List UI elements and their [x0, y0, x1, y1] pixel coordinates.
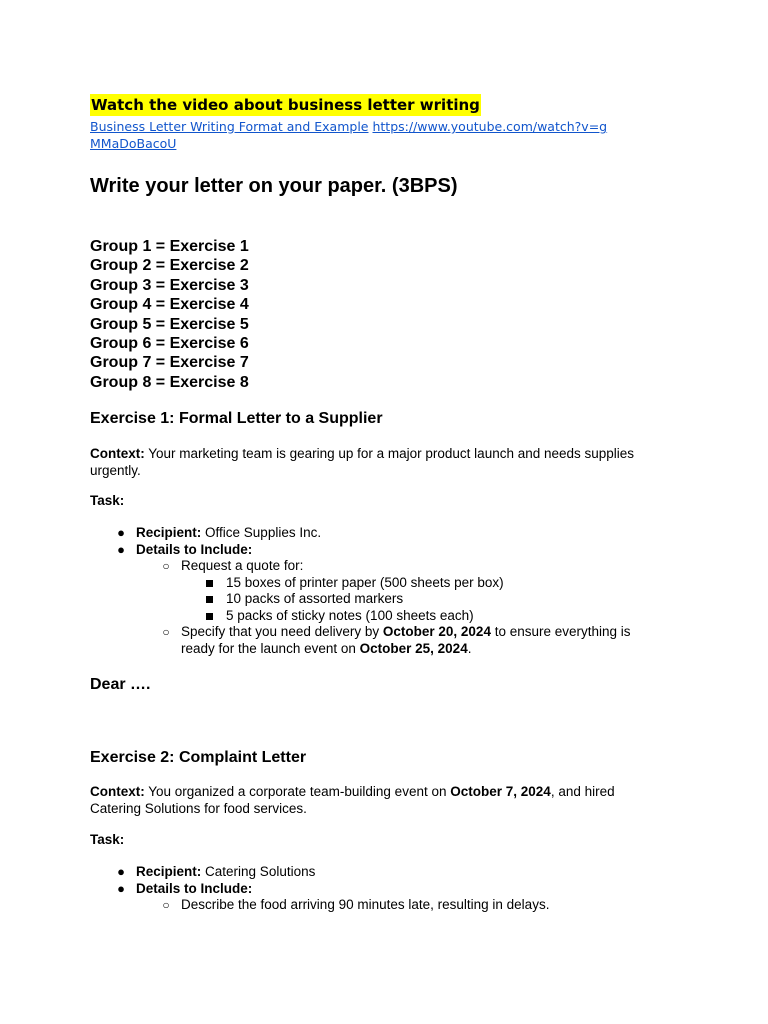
exercise-1-recipient [117, 525, 322, 542]
exercise-1-task-label: Task: [90, 493, 125, 508]
group-item: Group 8 = Exercise 8 [90, 373, 249, 391]
bullet-square-icon [206, 613, 213, 620]
details-label: Details to Include: [136, 880, 253, 896]
bullet-disc-icon: ● [117, 864, 125, 879]
detail-text: Describe the food arriving 90 minutes late, resulting in delays. [181, 897, 550, 912]
delivery-date: October 20, 2024 [382, 624, 491, 639]
exercise-1-heading: Exercise 1: Formal Letter to a Supplier [90, 410, 383, 427]
recipient-label: Recipient: [136, 525, 202, 540]
video-title-link[interactable]: Business Letter Writing Format and Example [90, 119, 369, 134]
bullet-disc-icon: ● [117, 880, 125, 896]
exercise-1-context [90, 446, 660, 479]
bullet-square-icon [206, 596, 213, 603]
event-date: October 7, 2024 [450, 784, 551, 799]
bullet-circle-icon: ○ [162, 625, 170, 639]
delivery-pre: Specify that you need delivery by [181, 624, 380, 639]
delivery-mid: to ensure everything is ready for the launch event on [181, 624, 631, 656]
supply-item [226, 608, 474, 625]
context-label: Context: [90, 784, 145, 799]
context-label: Context: [90, 446, 145, 461]
supply-item-text: 10 packs of assorted markers [226, 591, 404, 606]
group-item: Group 7 = Exercise 7 [90, 354, 249, 372]
exercise-2-heading: Exercise 2: Complaint Letter [90, 749, 307, 766]
exercise-2-task-label: Task: [90, 832, 125, 847]
bullet-circle-icon: ○ [162, 559, 170, 573]
details-label: Details to Include: [136, 541, 253, 557]
exercise-1-request-quote [162, 558, 304, 575]
exercise-2-context [90, 784, 650, 817]
watch-video-heading: Watch the video about business letter writing [91, 96, 480, 114]
supply-item-text: 5 packs of sticky notes (100 sheets each) [226, 607, 474, 623]
delivery-text [181, 624, 651, 657]
bullet-disc-icon: ● [117, 541, 125, 557]
exercise-2-recipient [117, 864, 316, 881]
video-links [90, 118, 610, 152]
recipient-value: Office Supplies Inc. [205, 525, 322, 540]
salutation: Dear …. [90, 676, 151, 693]
video-url-link[interactable]: https://www.youtube.com/watch?v=gMMaDoBacoU [90, 119, 608, 151]
group-item: Group 6 = Exercise 6 [90, 334, 249, 352]
recipient-value: Catering Solutions [205, 864, 316, 879]
bullet-circle-icon: ○ [162, 898, 170, 912]
supply-item [226, 575, 504, 592]
context-post: , and hired Catering Solutions for food services. [90, 784, 615, 816]
group-item: Group 4 = Exercise 4 [90, 296, 249, 314]
page-title: Write your letter on your paper. (3BPS) [90, 175, 458, 197]
context-text: Your marketing team is gearing up for a major product launch and needs supplies urgently. [90, 446, 635, 478]
group-item: Group 1 = Exercise 1 [90, 238, 249, 255]
bullet-square-icon [206, 580, 213, 587]
group-assignment-list [90, 237, 249, 392]
exercise-1-details [117, 541, 253, 559]
exercise-1-delivery [162, 624, 651, 657]
context-pre: You organized a corporate team-building event on [148, 784, 447, 799]
bullet-disc-icon: ● [117, 525, 125, 540]
group-item: Group 2 = Exercise 2 [90, 257, 249, 275]
launch-date: October 25, 2024 [359, 640, 468, 656]
delivery-end: . [467, 640, 472, 656]
group-item: Group 5 = Exercise 5 [90, 315, 249, 333]
group-item: Group 3 = Exercise 3 [90, 276, 249, 294]
recipient-label: Recipient: [136, 864, 202, 879]
supply-item-text: 15 boxes of printer paper (500 sheets per box) [226, 574, 504, 590]
supply-item [226, 591, 403, 608]
exercise-2-details [117, 880, 253, 898]
request-quote-text: Request a quote for: [181, 558, 304, 573]
exercise-2-detail-item [162, 897, 550, 914]
